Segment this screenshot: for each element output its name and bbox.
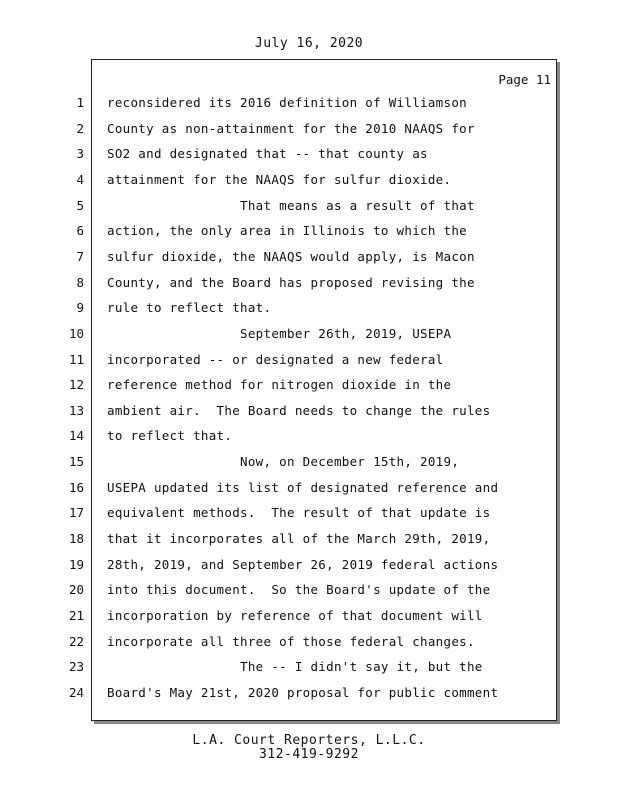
line-number: 4 [76,172,84,187]
line-number: 16 [68,480,84,495]
line-text: County, and the Board has proposed revising the [107,275,475,290]
line-number: 11 [68,352,84,367]
line-text: 28th, 2019, and September 26, 2019 federal actions [107,557,499,572]
line-number: 17 [68,505,84,520]
line-text: incorporate all three of those federal changes. [107,634,475,649]
line-number: 5 [76,198,84,213]
line-text: reconsidered its 2016 definition of Williamson [107,95,467,110]
reporter-phone: 312-419-9292 [259,747,359,762]
line-text: That means as a result of that [107,198,475,213]
line-number: 12 [68,377,84,392]
line-number: 6 [76,223,84,238]
line-text: September 26th, 2019, USEPA [107,326,452,341]
line-number: 15 [68,454,84,469]
line-text: into this document. So the Board's update of the [107,582,491,597]
line-number: 18 [68,531,84,546]
line-number: 21 [68,608,84,623]
line-number: 10 [68,326,84,341]
line-text: ambient air. The Board needs to change the rules [107,403,491,418]
line-text: to reflect that. [107,428,233,443]
line-text: equivalent methods. The result of that update is [107,505,491,520]
line-text: reference method for nitrogen dioxide in the [107,377,452,392]
line-text: County as non-attainment for the 2010 NAAQS for [107,121,475,136]
line-text: rule to reflect that. [107,300,272,315]
line-number: 2 [76,121,84,136]
line-text: action, the only area in Illinois to which the [107,223,467,238]
line-text: SO2 and designated that -- that county as [107,146,428,161]
line-text: incorporated -- or designated a new federal [107,352,444,367]
line-number: 22 [68,634,84,649]
line-number: 20 [68,582,84,597]
line-number: 9 [76,300,84,315]
line-number: 3 [76,146,84,161]
line-number: 13 [68,403,84,418]
line-number: 19 [68,557,84,572]
line-number: 24 [68,685,84,700]
line-number: 1 [76,95,84,110]
line-text: The -- I didn't say it, but the [107,659,483,674]
transcript-date: July 16, 2020 [254,36,364,51]
reporter-company: L.A. Court Reporters, L.L.C. [192,733,426,748]
line-text: incorporation by reference of that document will [107,608,483,623]
line-text: USEPA updated its list of designated reference and [107,480,499,495]
line-number: 23 [68,659,84,674]
page-number: Page 11 [498,72,551,87]
line-text: Board's May 21st, 2020 proposal for public comment [107,685,499,700]
line-text: Now, on December 15th, 2019, [107,454,460,469]
line-text: attainment for the NAAQS for sulfur dioxide. [107,172,452,187]
line-text: sulfur dioxide, the NAAQS would apply, is Macon [107,249,475,264]
line-number: 7 [76,249,84,264]
line-number: 8 [76,275,84,290]
line-number: 14 [68,428,84,443]
line-text: that it incorporates all of the March 29th, 2019, [107,531,491,546]
